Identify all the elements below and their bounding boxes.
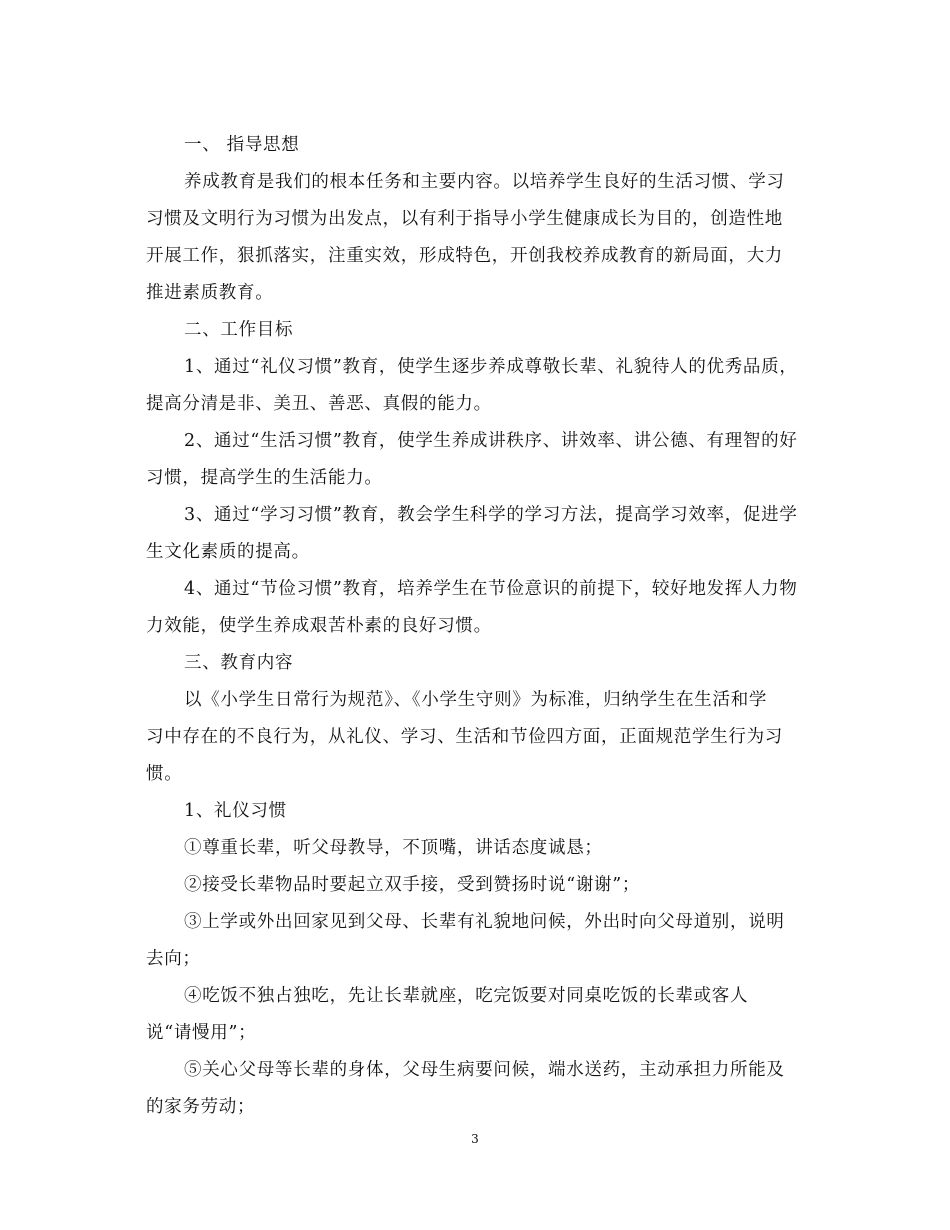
list-item-etiquette-3: ③上学或外出回家见到父母、长辈有礼貌地问候，外出时向父母道别，说明 去向； xyxy=(146,912,785,969)
list-item-etiquette-2: ②接受长辈物品时要起立双手接，受到赞扬时说“谢谢”； xyxy=(184,875,641,895)
page-number: 3 xyxy=(471,1132,479,1146)
list-item-etiquette-5: ⑤关心父母等长辈的身体，父母生病要问候，端水送药，主动承担力所能及 的家务劳动； xyxy=(146,1060,785,1117)
goal-item-thrift: 4、通过“节俭习惯”教育，培养学生在节俭意识的前提下，较好地发挥人力物 力效能，使学生养成艰苦朴素的良好习惯。 xyxy=(146,579,798,636)
paragraph-education-content: 以《小学生日常行为规范》、《小学生守则》为标准，归纳学生在生活和学 习中存在的不良行为，从礼仪、学习、生活和节俭四方面，正面规范学生行为习 惯。 xyxy=(146,690,783,784)
paragraph-guiding-ideology: 养成教育是我们的根本任务和主要内容。以培养学生良好的生活习惯、学习 习惯及文明行为习惯为出发点，以有利于指导小学生健康成长为目的，创造性地 开展工作，狠抓落实，注重实效，形成特色，开创我校养成教育的新局面，大力 推进素质教育。 xyxy=(146,172,785,303)
list-item-etiquette-1: ①尊重长辈，听父母教导，不顶嘴，讲话态度诚恳； xyxy=(184,838,603,858)
goal-item-living: 2、通过“生活习惯”教育，使学生养成讲秩序、讲效率、讲公德、有理智的好 习惯，提高学生的生活能力。 xyxy=(146,431,798,488)
document-body xyxy=(146,127,806,1126)
goal-item-study: 3、通过“学习习惯”教育，教会学生科学的学习方法，提高学习效率，促进学 生文化素质的提高。 xyxy=(146,505,798,562)
heading-guiding-ideology: 一、 指导思想 xyxy=(184,135,300,155)
subheading-etiquette-habits: 1、礼仪习惯 xyxy=(184,801,287,821)
list-item-etiquette-4: ④吃饭不独占独吃，先让长辈就座，吃完饭要对同桌吃饭的长辈或客人 说“请慢用”； xyxy=(146,986,749,1043)
goal-item-etiquette: 1、通过“礼仪习惯”教育，使学生逐步养成尊敬长辈、礼貌待人的优秀品质， 提高分清是非、美丑、善恶、真假的能力。 xyxy=(146,357,798,414)
heading-work-goals: 二、工作目标 xyxy=(184,320,294,340)
heading-education-content: 三、教育内容 xyxy=(184,653,294,673)
